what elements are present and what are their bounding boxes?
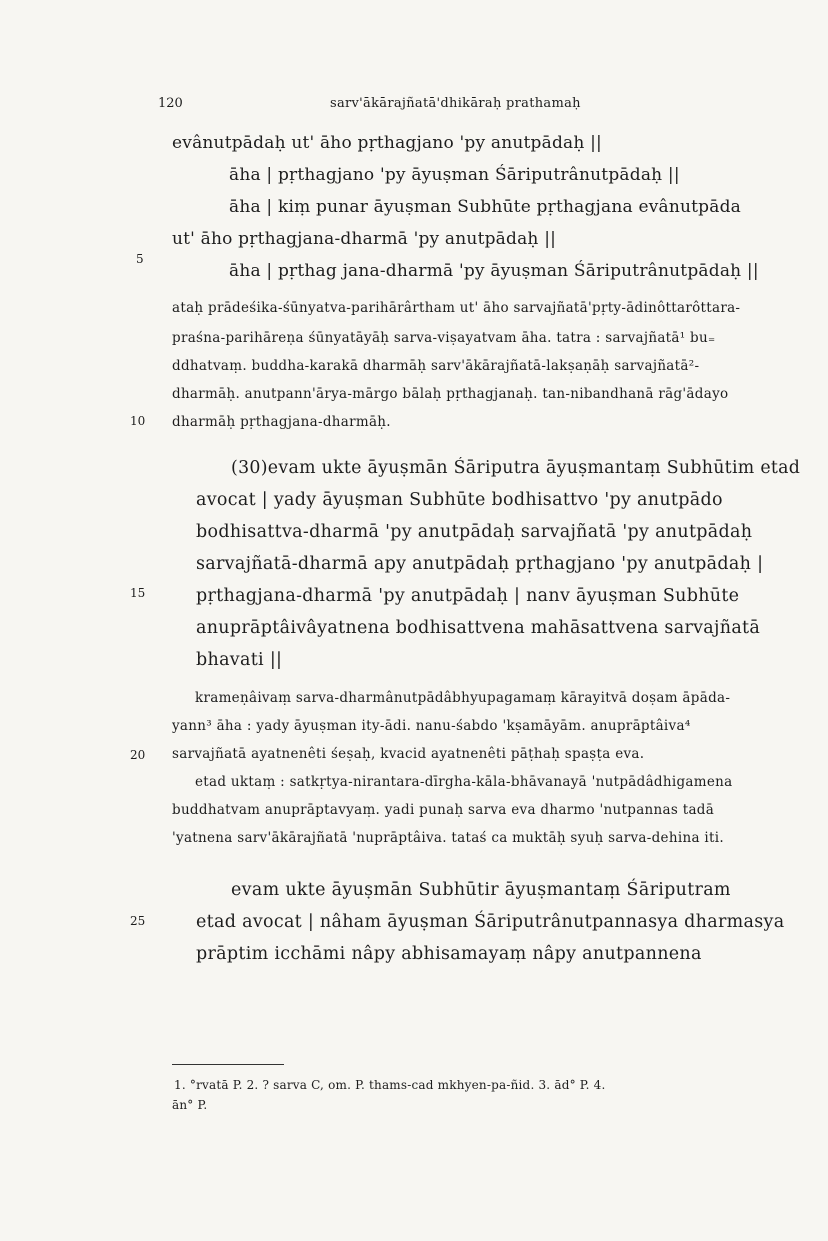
passage-line: pṛthagjana-dharmā 'py anutpādaḥ | nanv āyuṣman Subhūte bbox=[196, 586, 740, 606]
passage-line: avocat | yady āyuṣman Subhūte bodhisattvo 'py anutpādo bbox=[196, 490, 723, 510]
commentary-line: 'yatnena sarv'ākārajñatā 'nuprāptâiva. tataś ca muktāḥ syuḥ sarva-dehina iti. bbox=[172, 830, 724, 846]
footnote-line: 1. °rvatā P. 2. ? sarva C, om. P. thams-cad mkhyen-pa-ñid. 3. ād° P. 4. bbox=[174, 1078, 606, 1092]
passage-line: anuprāptâivâyatnena bodhisattvena mahāsattvena sarvajñatā bbox=[196, 618, 761, 638]
commentary-line: sarvajñatā ayatnenêti śeṣaḥ, kvacid ayatnenêti pāṭhaḥ spaṣṭa eva. bbox=[172, 746, 645, 762]
page-number: 120 bbox=[158, 96, 183, 111]
verse-line: āha | kiṃ punar āyuṣman Subhūte pṛthagjana evânutpāda bbox=[229, 197, 742, 217]
line-number: 15 bbox=[130, 586, 146, 600]
commentary-line: dharmāḥ. anutpann'ārya-mārgo bālaḥ pṛthagjanaḥ. tan-nibandhanā rāg'ādayo bbox=[172, 386, 729, 402]
commentary-line: yann³ āha : yady āyuṣman ity-ādi. nanu-śabdo 'kṣamāyām. anuprāptâiva⁴ bbox=[172, 718, 691, 734]
line-number: 25 bbox=[130, 914, 146, 928]
commentary-line: dharmāḥ pṛthagjana-dharmāḥ. bbox=[172, 414, 391, 430]
footnote-rule bbox=[172, 1064, 284, 1065]
footnote-line: ān° P. bbox=[172, 1098, 208, 1112]
passage-line: bodhisattva-dharmā 'py anutpādaḥ sarvajñatā 'py anutpādaḥ bbox=[196, 522, 753, 542]
passage-line: (30)evam ukte āyuṣmān Śāriputra āyuṣmantaṃ Subhūtim etad bbox=[231, 458, 801, 478]
line-number: 20 bbox=[130, 748, 146, 762]
commentary-line: buddhatvam anuprāptavyaṃ. yadi punaḥ sarva eva dharmo 'nutpannas tadā bbox=[172, 802, 715, 818]
passage-line: bhavati || bbox=[196, 650, 283, 670]
passage-line: prāptim icchāmi nâpy abhisamayaṃ nâpy anutpannena bbox=[196, 944, 702, 964]
passage-line: evam ukte āyuṣmān Subhūtir āyuṣmantaṃ Śāriputram bbox=[231, 880, 731, 900]
verse-line: āha | pṛthag jana-dharmā 'py āyuṣman Śāriputrânutpādaḥ || bbox=[229, 261, 759, 281]
commentary-line: ataḥ prādeśika-śūnyatva-parihārârtham ut' āho sarvajñatā'pṛty-ādinôttarôttara- bbox=[172, 300, 741, 316]
passage-line: etad avocat | nâham āyuṣman Śāriputrânutpannasya dharmasya bbox=[196, 912, 785, 932]
line-number: 10 bbox=[130, 414, 146, 428]
verse-line: evânutpādaḥ ut' āho pṛthagjano 'py anutpādaḥ || bbox=[172, 133, 602, 153]
commentary-line: praśna-parihāreṇa śūnyatāyāḥ sarva-viṣayatvam āha. tatra : sarvajñatā¹ bu₌ bbox=[172, 330, 716, 346]
running-title: sarv'ākārajñatā'dhikāraḥ prathamaḥ bbox=[330, 96, 581, 111]
verse-line: ut' āho pṛthagjana-dharmā 'py anutpādaḥ || bbox=[172, 229, 557, 249]
commentary-line: krameṇâivaṃ sarva-dharmânutpādâbhyupagamaṃ kārayitvā doṣam āpāda- bbox=[195, 690, 731, 706]
commentary-line: etad uktaṃ : satkṛtya-nirantara-dīrgha-kāla-bhāvanayā 'nutpādâdhigamena bbox=[195, 774, 733, 790]
verse-line: āha | pṛthagjano 'py āyuṣman Śāriputrânutpādaḥ || bbox=[229, 165, 680, 185]
passage-line: sarvajñatā-dharmā apy anutpādaḥ pṛthagjano 'py anutpādaḥ | bbox=[196, 554, 764, 574]
line-number: 5 bbox=[136, 252, 144, 266]
commentary-line: ddhatvaṃ. buddha-karakā dharmāḥ sarv'ākārajñatā-lakṣaṇāḥ sarvajñatā²- bbox=[172, 358, 700, 374]
